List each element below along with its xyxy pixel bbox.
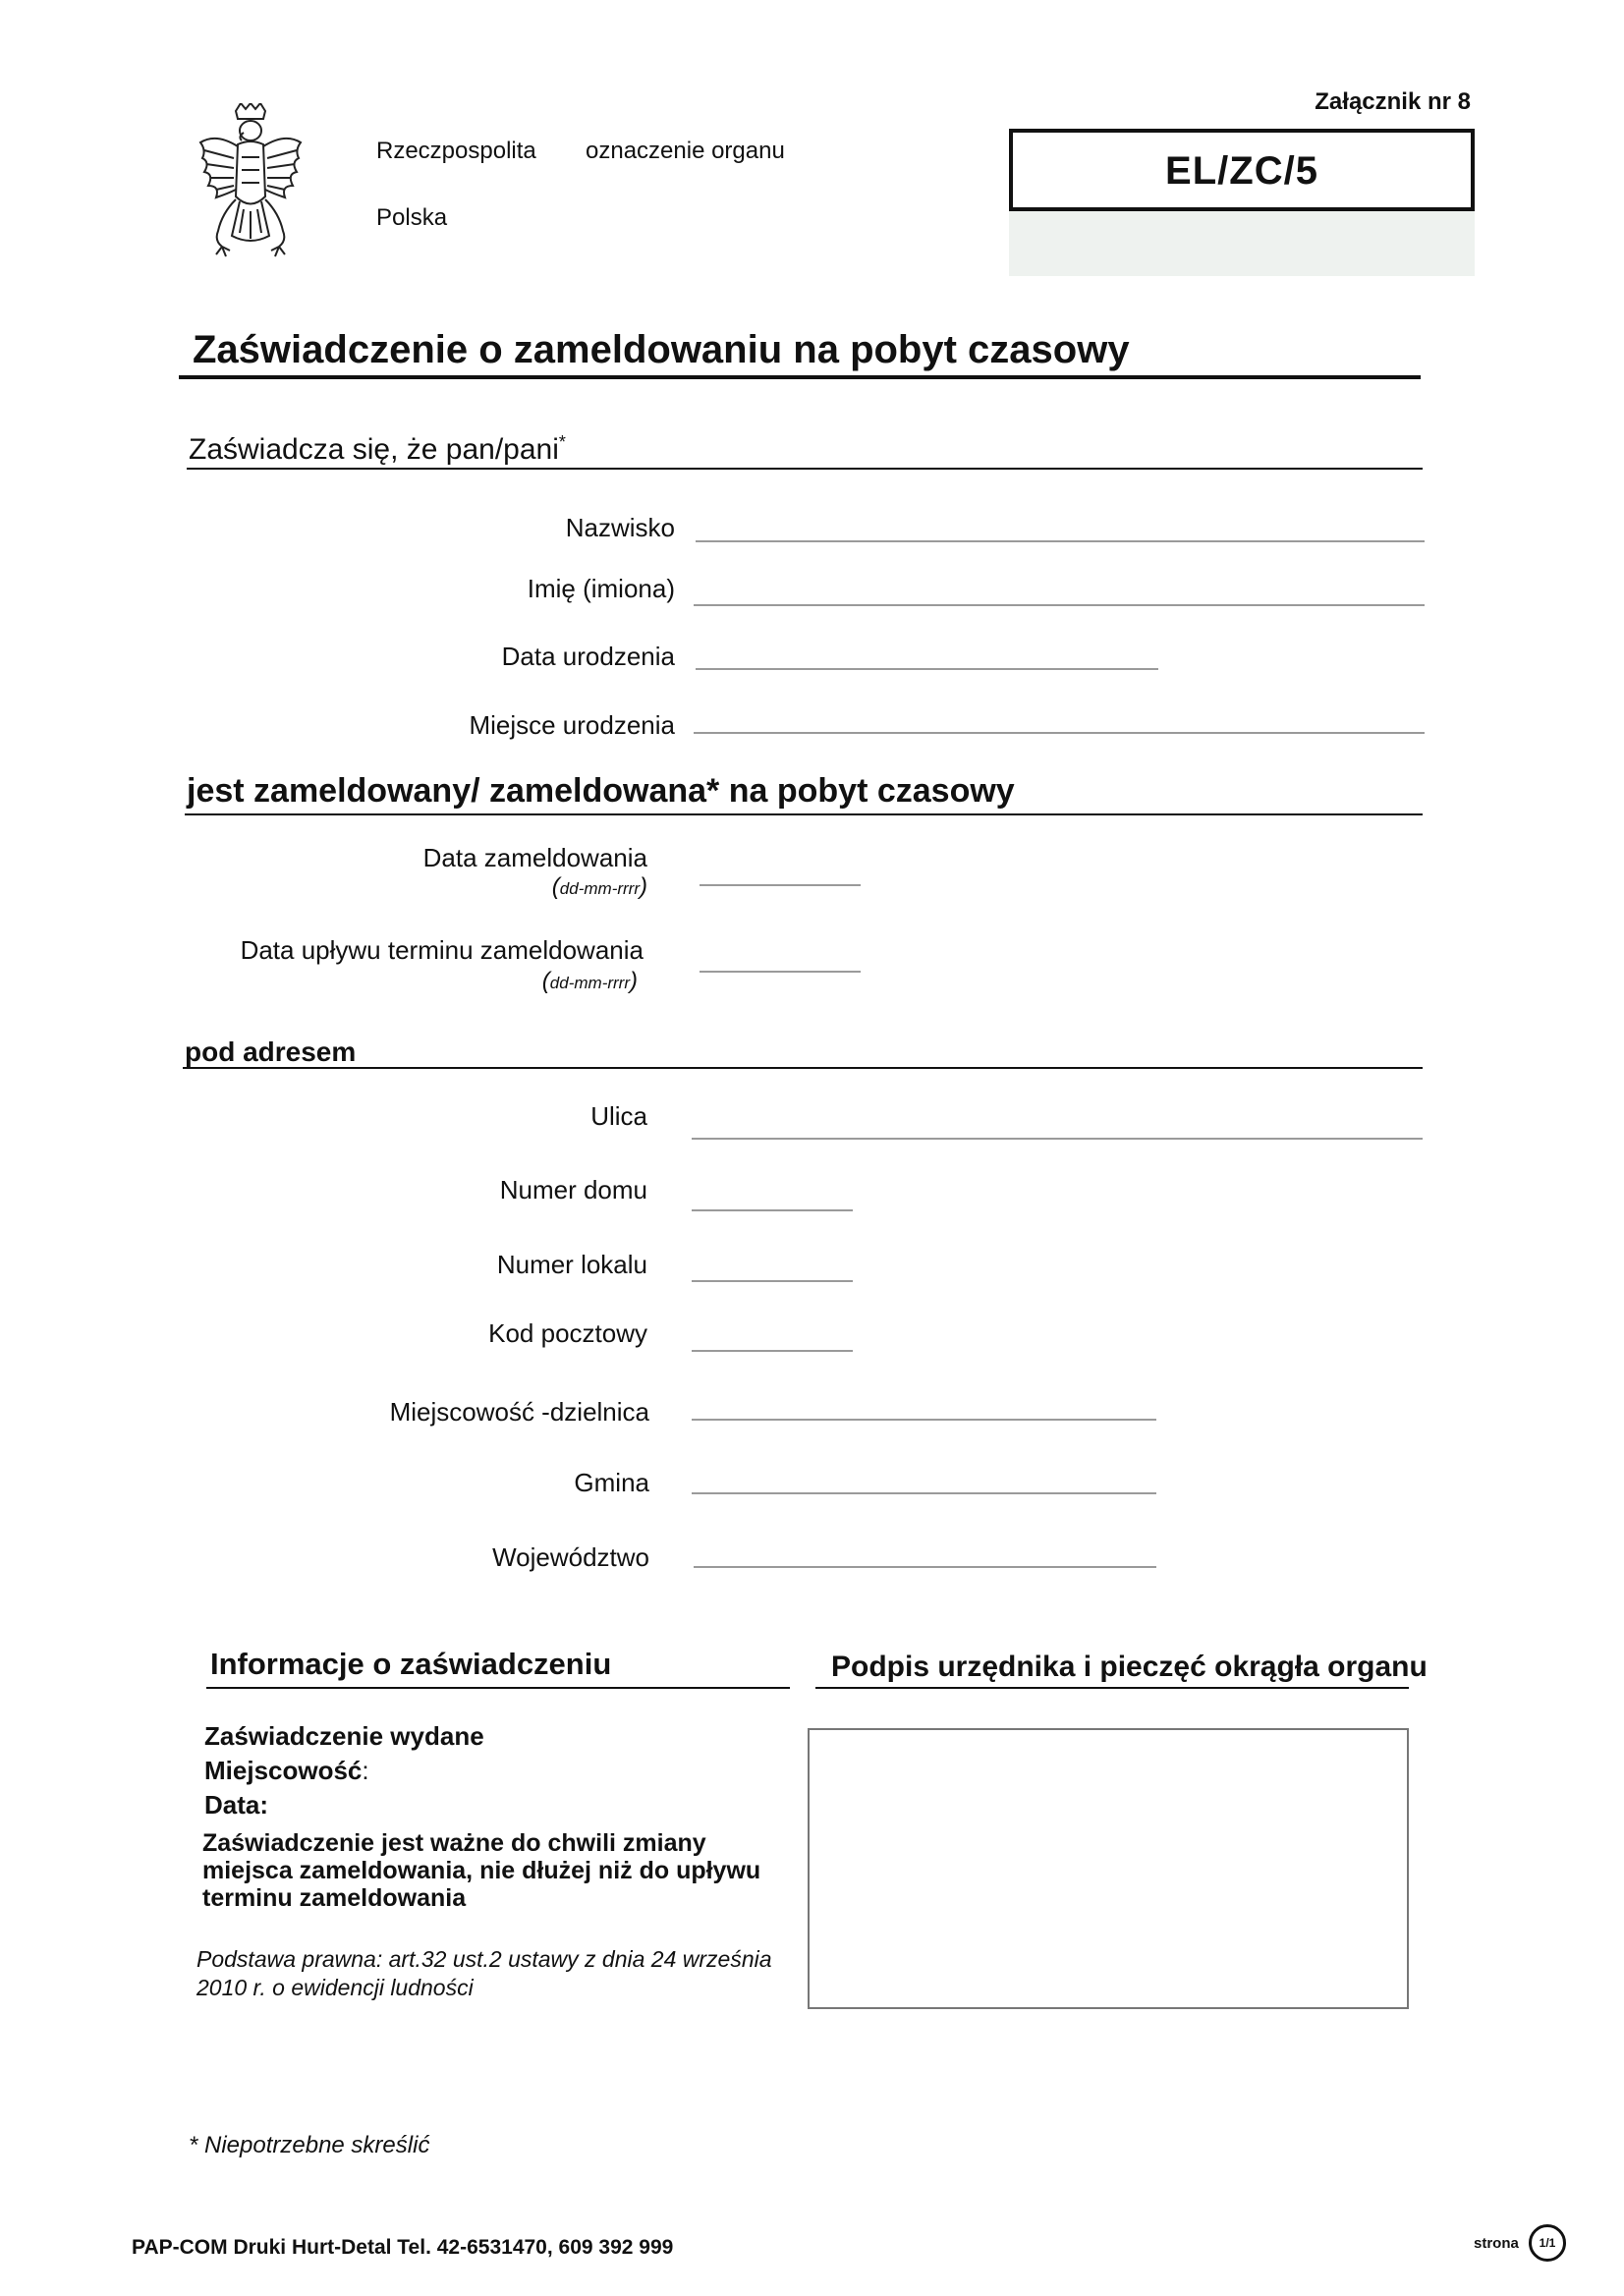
locality-field[interactable] (692, 1419, 1156, 1421)
surname-label: Nazwisko (565, 513, 675, 542)
legal-basis-line: 2010 r. o ewidencji ludności (196, 1975, 474, 2000)
registration-date-field[interactable] (700, 884, 861, 886)
birth-date-field[interactable] (696, 668, 1158, 670)
house-number-label: Numer domu (499, 1175, 647, 1204)
flat-number-label: Numer lokalu (496, 1250, 647, 1279)
expiry-date-field[interactable] (700, 971, 861, 973)
page-number-badge (1529, 2224, 1566, 2262)
registration-section-underline (185, 813, 1423, 815)
birth-place-field[interactable] (694, 732, 1425, 734)
document-title: Zaświadczenie o zameldowaniu na pobyt czasowy (193, 328, 1130, 371)
street-label: Ulica (590, 1101, 647, 1131)
person-section-underline (187, 468, 1423, 470)
registration-date-label: Data zameldowania (422, 843, 647, 872)
commune-label: Gmina (574, 1468, 649, 1497)
flat-number-field[interactable] (692, 1280, 853, 1282)
date-format: dd-mm-rrrr (559, 879, 640, 898)
birth-date-label: Data urodzenia (501, 642, 675, 671)
asterisk-mark: * (558, 432, 566, 452)
authority-stamp-area (1009, 211, 1475, 276)
registration-section-heading: jest zameldowany/ zameldowana* na pobyt czasowy (187, 772, 1015, 810)
validity-note-line: terminu zameldowania (202, 1884, 467, 1912)
signature-stamp-box[interactable] (808, 1728, 1409, 2009)
place-label (204, 1756, 369, 1786)
registration-date-format-hint: (dd-mm-rrrr) (551, 873, 647, 900)
validity-note-line: Zaświadczenie jest ważne do chwili zmiany (202, 1829, 706, 1857)
house-number-field[interactable] (692, 1209, 853, 1211)
commune-field[interactable] (692, 1492, 1156, 1494)
voivodeship-field[interactable] (694, 1566, 1156, 1568)
info-heading-underline (206, 1687, 790, 1689)
title-underline (179, 375, 1421, 379)
form-code-box (1009, 129, 1475, 211)
first-names-label: Imię (imiona) (527, 574, 675, 603)
legal-basis-line: Podstawa prawna: art.32 ust.2 ustawy z dnia 24 września (196, 1946, 772, 1972)
locality-label: Miejscowość -dzielnica (389, 1397, 649, 1427)
expiry-date-format-hint: (dd-mm-rrrr) (541, 968, 638, 994)
date-label: Data: (204, 1790, 269, 1820)
place-label-colon: : (362, 1756, 369, 1785)
street-field[interactable] (692, 1138, 1423, 1140)
page-number: 1/1 (1539, 2236, 1556, 2250)
annex-label: Załącznik nr 8 (1315, 88, 1471, 115)
legal-basis (196, 1945, 772, 2002)
postal-code-label: Kod pocztowy (488, 1318, 647, 1348)
authority-label: oznaczenie organu (586, 138, 785, 164)
address-section-underline (183, 1067, 1423, 1069)
surname-field[interactable] (696, 540, 1425, 542)
postal-code-field[interactable] (692, 1350, 853, 1352)
person-section-heading-text: Zaświadcza się, że pan/pani (189, 433, 559, 466)
footnote: * Niepotrzebne skreślić (189, 2132, 430, 2158)
country-name-line2: Polska (376, 204, 448, 231)
country-name-line1: Rzeczpospolita (376, 138, 536, 164)
page-label: strona (1474, 2235, 1519, 2252)
printer-info: PAP-COM Druki Hurt-Detal Tel. 42-6531470, 609 392 999 (132, 2236, 674, 2259)
info-heading: Informacje o zaświadczeniu (210, 1647, 612, 1681)
signature-heading: Podpis urzędnika i pieczęć okrągła organu (831, 1651, 1428, 1683)
form-code: EL/ZC/5 (1165, 149, 1318, 193)
voivodeship-label: Województwo (492, 1542, 649, 1572)
validity-note (202, 1829, 760, 1912)
date-format: dd-mm-rrrr (549, 974, 630, 992)
validity-note-line: miejsca zameldowania, nie dłużej niż do upływu (202, 1857, 761, 1884)
first-names-field[interactable] (694, 604, 1425, 606)
signature-heading-underline (815, 1687, 1409, 1689)
expiry-date-label: Data upływu terminu zameldowania (240, 935, 644, 965)
emblem-eagle-icon (196, 103, 305, 270)
place-label-text: Miejscowość (204, 1756, 363, 1785)
issued-label: Zaświadczenie wydane (204, 1721, 484, 1751)
person-section-heading (189, 432, 566, 467)
birth-place-label: Miejsce urodzenia (469, 710, 675, 740)
address-section-heading: pod adresem (185, 1036, 357, 1067)
